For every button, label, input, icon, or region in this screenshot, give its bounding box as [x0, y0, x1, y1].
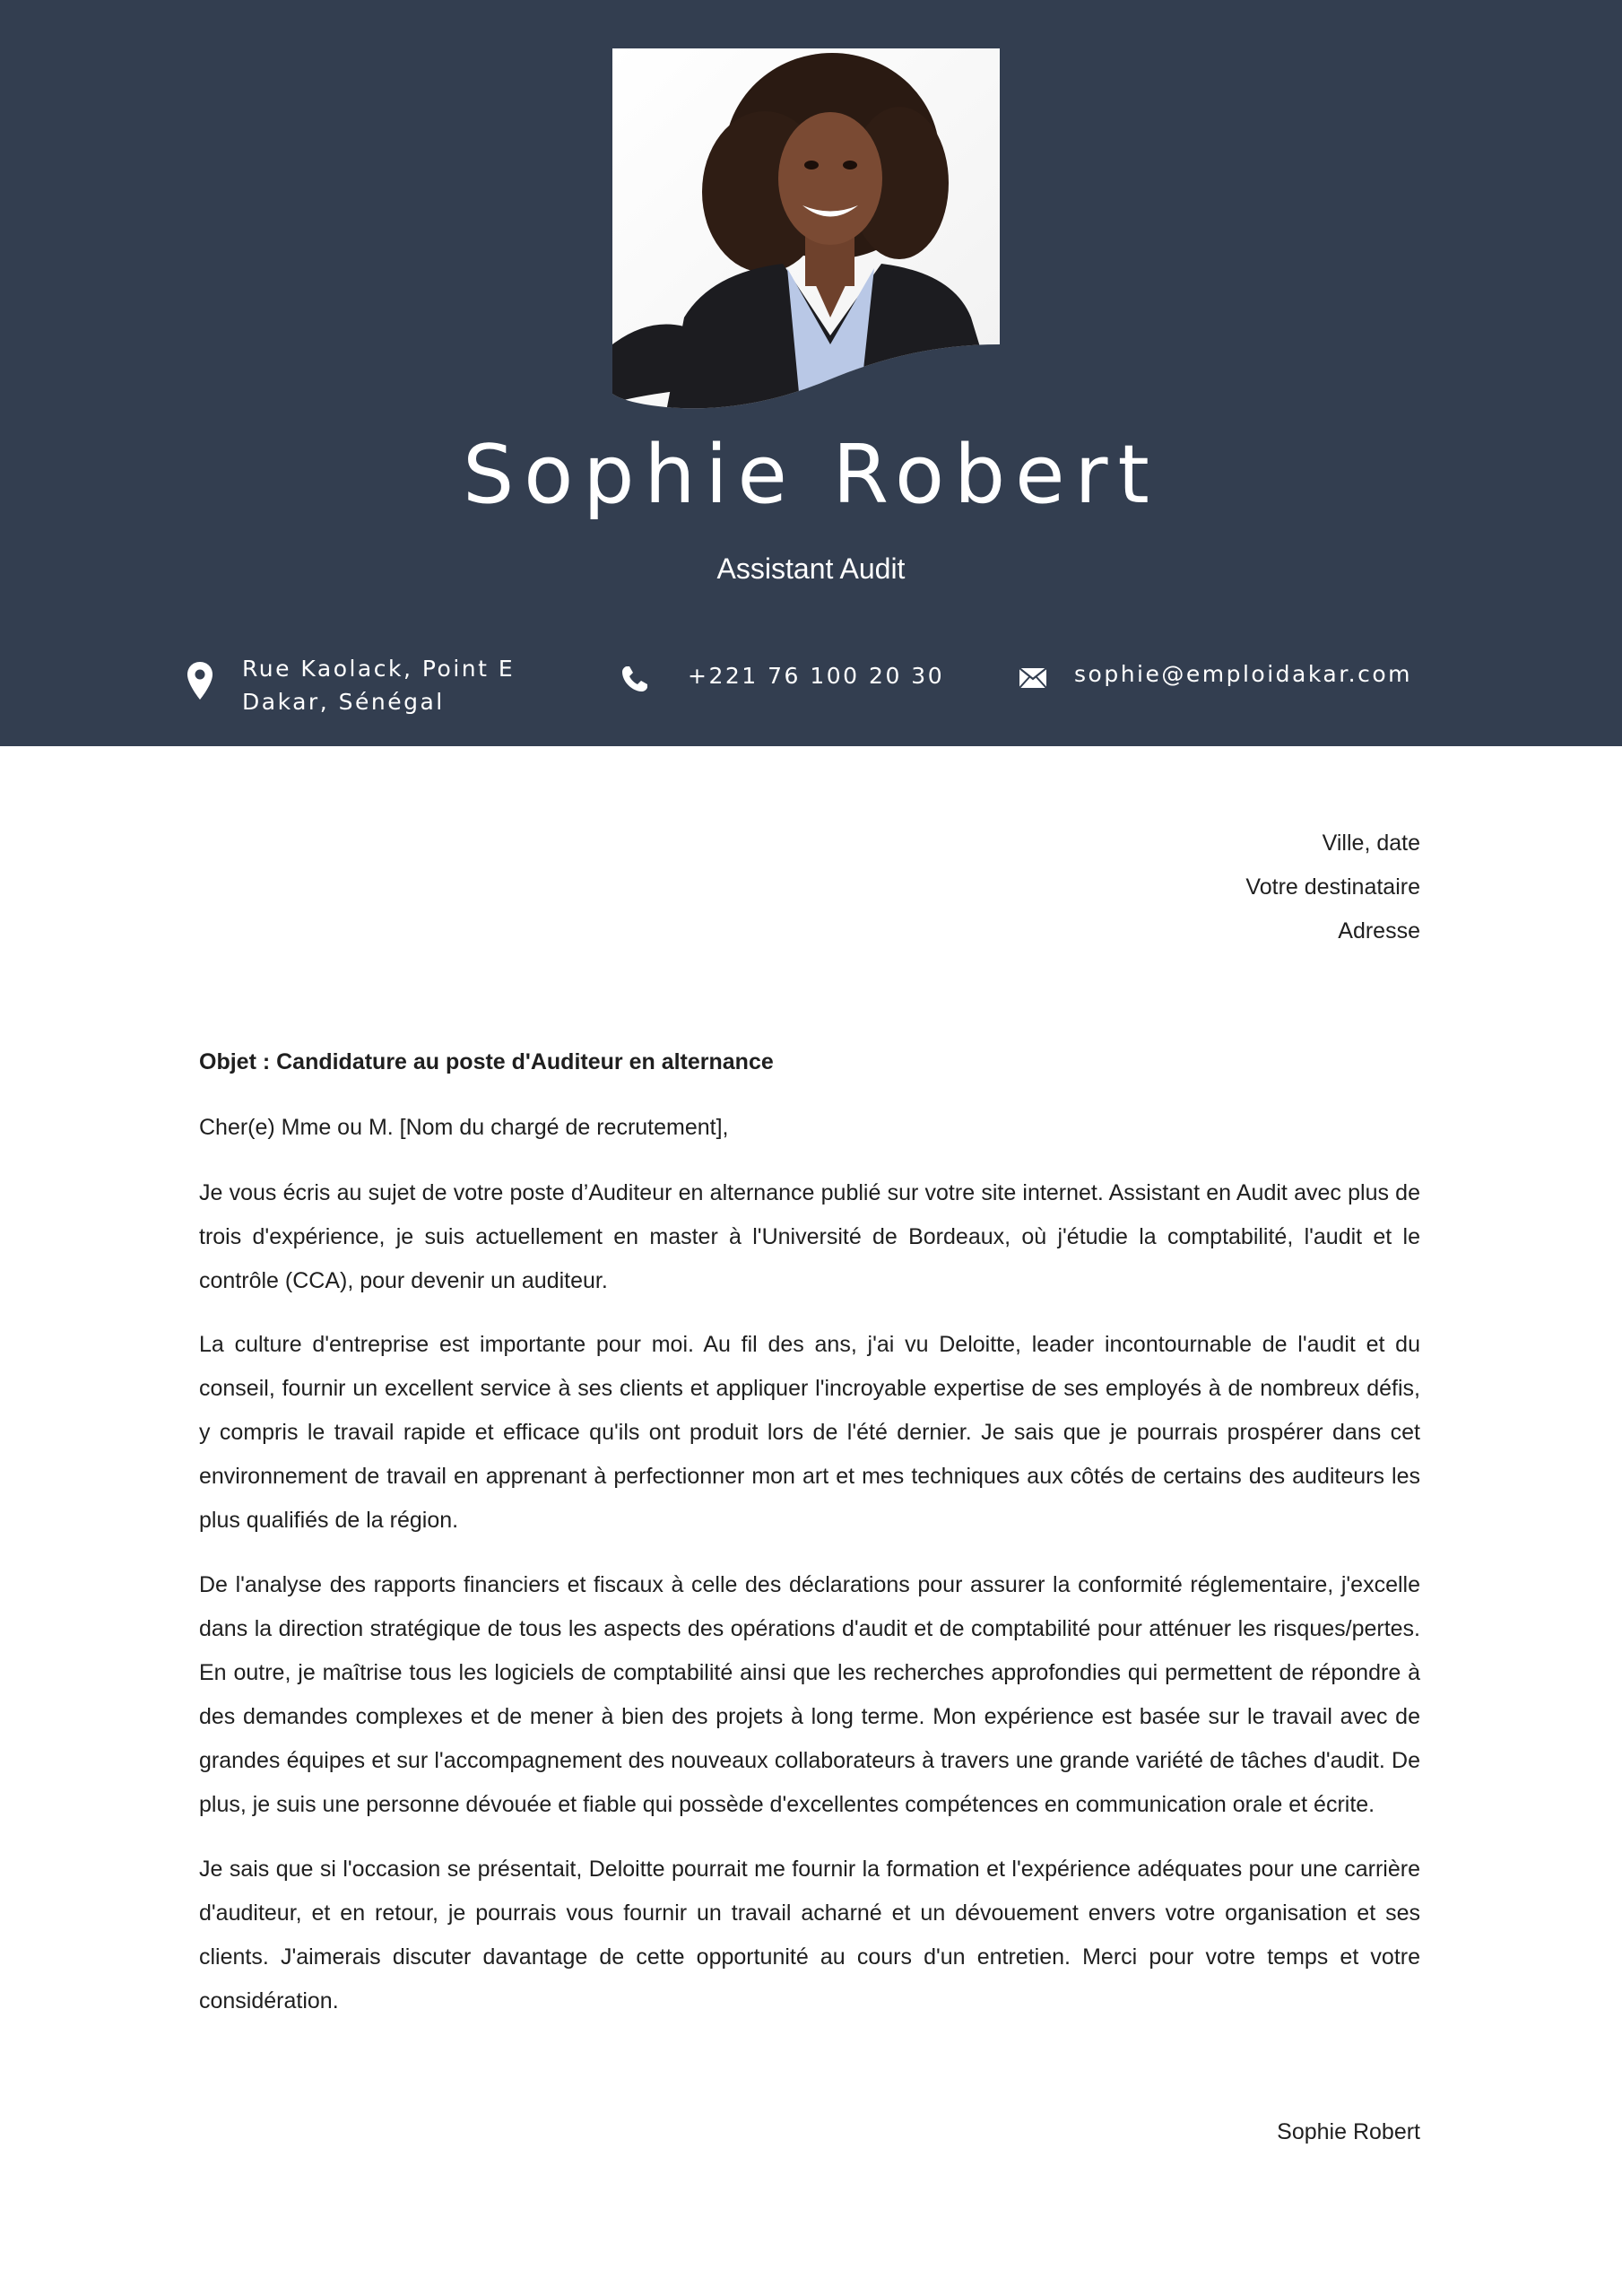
recipient-address: Adresse	[1338, 918, 1420, 944]
contact-email: sophie@emploidakar.com	[1074, 661, 1413, 687]
letter-paragraph-3: De l'analyse des rapports financiers et fiscaux à celle des déclarations pour assurer la conformité réglementaire, j'excelle dans la direction stratégique de tous les aspects des opérations d'audit et de comptabilité pour atténuer les risques/pertes. En outre, je maîtrise tous les logiciels de comptabilité ainsi que les recherches approfondies qui permettent de répondre à des demandes complexes et de mener à bien des projets à long terme. Mon expérience est basée sur le travail avec de grandes équipes et sur l'accompagnement des nouveaux collaborateurs à travers une grande variété de tâches d'audit. De plus, je suis une personne dévouée et fiable qui possède d'excellentes compétences en communication orale et écrite.	[199, 1572, 1420, 1817]
contact-phone: +221 76 100 20 30	[688, 663, 945, 689]
candidate-role: Assistant Audit	[716, 552, 906, 585]
letter-paragraph-4: Je sais que si l'occasion se présentait, Deloitte pourrait me fournir la formation et l'expérience adéquates pour une carrière d'auditeur, et en retour, je pourrais vous fournir un travail acharné et un dévouement envers votre organisation et ses clients. J'aimerais discuter davantage de cette opportunité au cours d'un entretien. Merci pour votre temps et votre considération.	[199, 1857, 1420, 2013]
recipient-block	[986, 822, 1420, 953]
address-line-1: Rue Kaolack, Point E	[242, 656, 516, 682]
place-date: Ville, date	[1322, 831, 1420, 856]
candidate-name: Sophie Robert	[463, 428, 1159, 522]
address-line-2: Dakar, Sénégal	[242, 689, 445, 715]
letter-subject: Objet : Candidature au poste d'Auditeur en alternance	[199, 1049, 774, 1074]
contact-address	[242, 652, 515, 718]
letter-salutation: Cher(e) Mme ou M. [Nom du chargé de recrutement],	[199, 1115, 729, 1140]
phone-icon	[620, 665, 649, 693]
location-pin-icon	[186, 661, 213, 700]
header-banner	[0, 0, 1622, 746]
letter-paragraph-2: La culture d'entreprise est importante pour moi. Au fil des ans, j'ai vu Deloitte, leader incontournable de l'audit et du conseil, fournir un excellent service à ses clients et appliquer l'incroyable expertise de ses employés à de nombreux défis, y compris le travail rapide et efficace qu'ils ont produit lors de l'été dernier. Je sais que je pourrais prospérer dans cet environnement de travail en apprenant à perfectionner mon art et mes techniques aux côtés de certains des auditeurs les plus qualifiés de la région.	[199, 1332, 1420, 1533]
letter-signature: Sophie Robert	[1277, 2119, 1420, 2144]
profile-photo	[612, 48, 1000, 412]
envelope-icon	[1019, 668, 1046, 688]
letter-paragraph-1: Je vous écris au sujet de votre poste d’Auditeur en alternance publié sur votre site internet. Assistant en Audit avec plus de trois d'expérience, je suis actuellement en master à l'Université de Bordeaux, où j'étudie la comptabilité, l'audit et le contrôle (CCA), pour devenir un auditeur.	[199, 1180, 1420, 1293]
recipient-name: Votre destinataire	[1245, 874, 1420, 900]
